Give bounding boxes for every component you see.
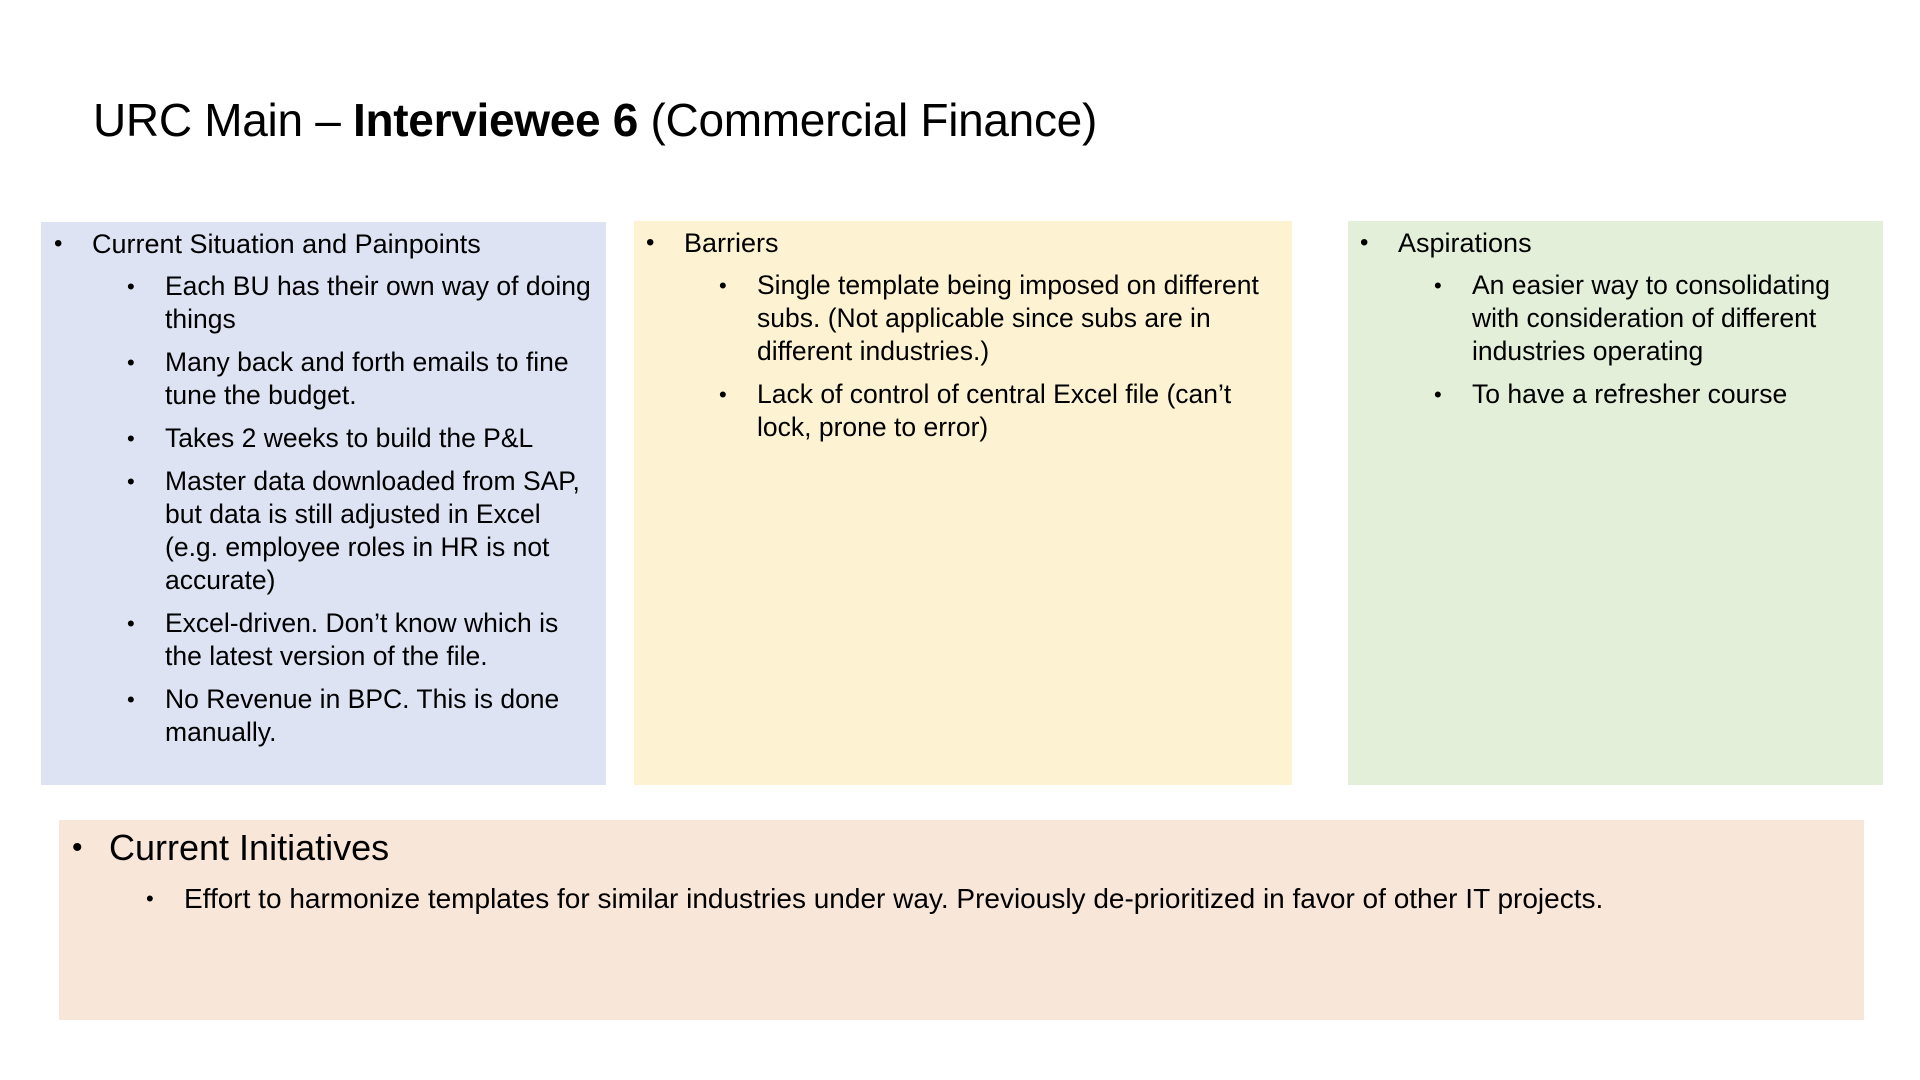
initiatives-item: Effort to harmonize templates for similar industries under way. Previously de-prioritized in favor of other IT projects. [184, 883, 1604, 914]
title-suffix: (Commercial Finance) [638, 94, 1097, 146]
bullet-icon: • [127, 687, 135, 712]
slide-title [93, 88, 1097, 152]
bullet-icon: • [127, 469, 135, 494]
bullet-icon: • [127, 611, 135, 636]
list-item-text: Takes 2 weeks to build the P&L [165, 423, 534, 453]
list-item [127, 607, 595, 673]
barriers-heading: Barriers [684, 228, 779, 258]
list-item [127, 683, 595, 749]
bullet-icon: • [719, 382, 727, 407]
list-item-text: To have a refresher course [1472, 379, 1788, 409]
list-item-text: Single template being imposed on different subs. (Not applicable since subs are in different industries.) [757, 270, 1259, 366]
list-item-text: Each BU has their own way of doing things [165, 271, 591, 334]
list-item-text: Master data downloaded from SAP, but data is still adjusted in Excel (e.g. employee roles in HR is not accurate) [165, 466, 580, 595]
bullet-icon: • [646, 229, 655, 256]
bullet-icon: • [1434, 273, 1442, 298]
title-prefix: URC Main – [93, 94, 353, 146]
list-item-text: No Revenue in BPC. This is done manually. [165, 684, 560, 747]
initiatives-heading: Current Initiatives [109, 827, 390, 868]
list-item [127, 422, 595, 455]
bullet-icon: • [146, 886, 154, 911]
bullet-icon: • [1360, 229, 1369, 256]
list-item [719, 378, 1277, 444]
situation-heading: Current Situation and Painpoints [92, 229, 481, 259]
list-item [127, 465, 595, 597]
list-item-text: An easier way to consolidating with consideration of different industries operating [1472, 270, 1830, 366]
list-item [1434, 378, 1872, 411]
bullet-icon: • [719, 273, 727, 298]
situation-list [127, 270, 595, 759]
bullet-icon: • [72, 831, 83, 864]
list-item [127, 270, 595, 336]
bullet-icon: • [127, 350, 135, 375]
list-item-text: Excel-driven. Don’t know which is the latest version of the file. [165, 608, 559, 671]
bullet-icon: • [127, 426, 135, 451]
list-item [1434, 269, 1872, 368]
list-item [719, 269, 1277, 368]
barriers-list [719, 269, 1277, 454]
list-item-text: Lack of control of central Excel file (can’t lock, prone to error) [757, 379, 1232, 442]
bullet-icon: • [1434, 382, 1442, 407]
bullet-icon: • [54, 230, 63, 257]
bullet-icon: • [127, 274, 135, 299]
aspirations-list [1434, 269, 1872, 421]
list-item-text: Many back and forth emails to fine tune the budget. [165, 347, 569, 410]
list-item [127, 346, 595, 412]
title-interviewee: Interviewee 6 [353, 94, 639, 146]
aspirations-heading: Aspirations [1398, 228, 1532, 258]
